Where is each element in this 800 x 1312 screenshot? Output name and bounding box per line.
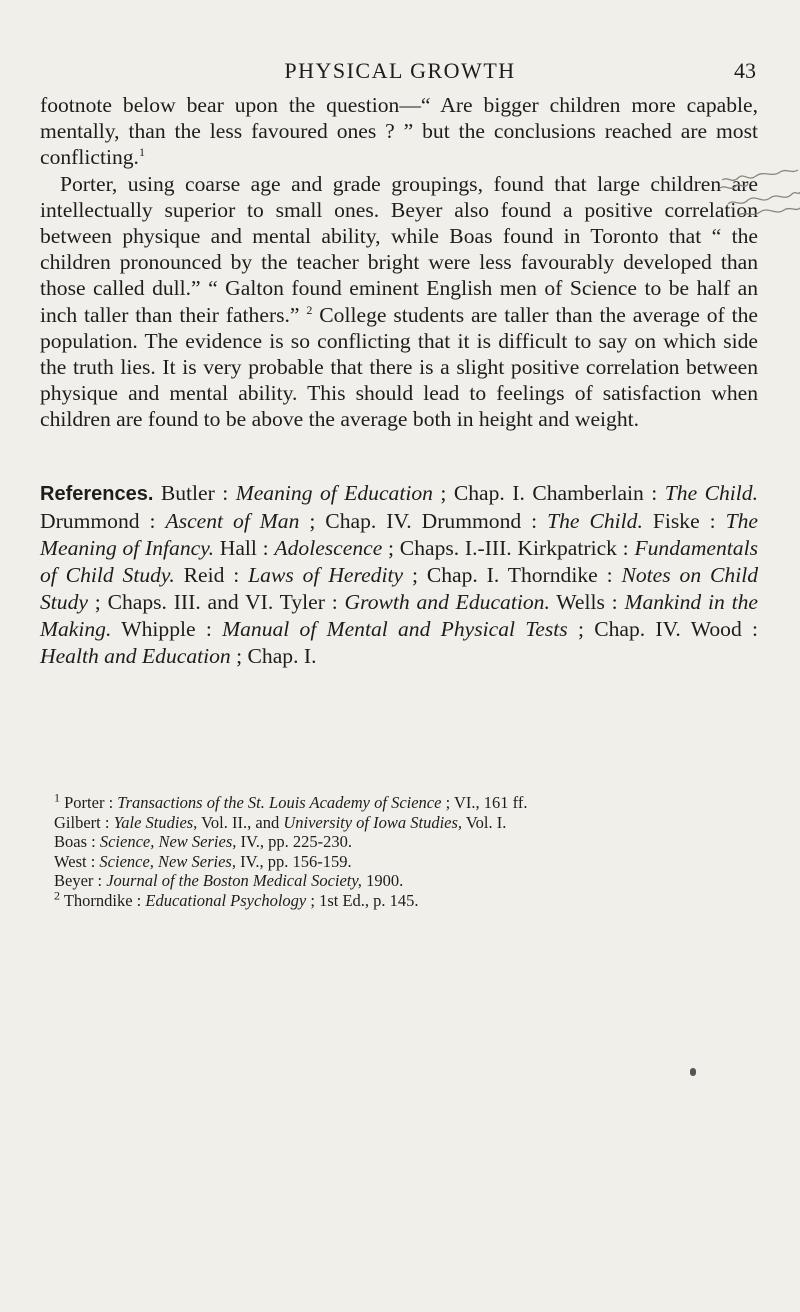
running-head: PHYSICAL GROWTH: [284, 58, 516, 83]
footnote-ref-1: 1: [138, 145, 145, 160]
footnote-1-west: West : Science, New Series, IV., pp. 156-159.: [54, 851, 352, 871]
reference-item: Kirkpatrick : Fundamentals of Child Study.: [40, 536, 758, 587]
reference-item: Reid : Laws of Heredity ; Chap. I.: [174, 563, 500, 587]
footnote-mark: 1: [54, 790, 60, 805]
footnote-1-beyer: Beyer : Journal of the Boston Medical Society, 1900.: [54, 871, 404, 890]
page-number: 43: [734, 58, 756, 83]
reference-item: Thorndike : Notes on Child Study ; Chaps. III. and VI.: [40, 563, 759, 614]
page-header: [0, 58, 800, 88]
paragraph-2: [40, 171, 758, 433]
paragraph-1-text: footnote below bear upon the question—“ Are bigger children more capable, mentally, than the less favoured ones ? ” but the conclusions reached are most conflicting.: [40, 93, 758, 170]
reference-item: Tyler : Growth and Education.: [273, 590, 550, 614]
footnote-mark: 2: [54, 888, 60, 902]
reference-item: Chamberlain : The Child.: [524, 481, 758, 505]
reference-item: Drummond : Ascent of Man ; Chap. IV.: [40, 509, 412, 533]
reference-item: Butler : Meaning of Education ; Chap. I.: [153, 481, 525, 505]
footnote-ref-2: 2: [306, 302, 313, 317]
references-label: References.: [40, 483, 154, 505]
footnote-1: $^1$ Porter : Transactions of the St. Louis Academy of Science ; VI., 161 ff.: [54, 790, 528, 812]
handwritten-margin-note: [718, 150, 800, 220]
footnote-1-gilbert: Gilbert : Yale Studies, Vol. II., and University of Iowa Studies, Vol. I.: [54, 812, 507, 832]
reference-item: Wells : Mankind in the Making.: [40, 590, 758, 641]
footnote-1-boas: Boas : Science, New Series, IV., pp. 225-230.: [54, 832, 353, 851]
paragraph-1: [40, 92, 758, 171]
references-section: [40, 480, 758, 670]
body-text: [40, 92, 758, 433]
footnotes: [40, 790, 758, 910]
paragraph-2-text-a: Porter, using coarse age and grade groupings, found that large children are intellectually superior to small ones. Beyer also found a positive correlation between physique and mental ability, while Boas found in Toronto that “ the children pronounced by the teacher bright were less favourably developed than those called dull.” “ Galton found eminent English men of Science to be half an inch taller than their fathers.”: [40, 171, 758, 327]
reference-item: Hall : Adolescence ; Chaps. I.-III.: [214, 536, 512, 560]
paragraph-2-text-b: College students are taller than the average of the population. The evidence is so conflicting that it is difficult to say on which side the truth lies. It is very probable that there is a slight positive correlation between physique and mental ability. This should lead to feelings of satisfaction when children are found to be above the average both in height and weight.: [40, 302, 758, 432]
ink-speck: [690, 1068, 696, 1076]
reference-item: Drummond : The Child.: [411, 509, 643, 533]
footnote-2: $^2$ Thorndike : Educational Psychology ; 1st Ed., p. 145.: [54, 888, 419, 910]
reference-item: Wood : Health and Education ; Chap. I.: [40, 617, 759, 668]
reference-item: Whipple : Manual of Mental and Physical Tests ; Chap. IV.: [111, 617, 681, 641]
reference-item: Fiske : The Meaning of Infancy.: [40, 509, 758, 560]
